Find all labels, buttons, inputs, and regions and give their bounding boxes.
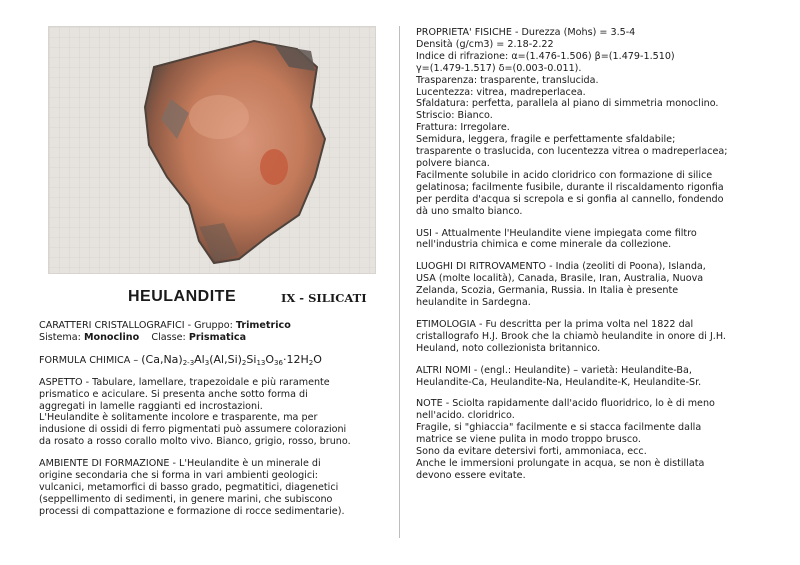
crystal-group: Trimetrico — [235, 320, 291, 331]
formula-line — [39, 354, 391, 367]
property-line: PROPRIETA' FISICHE - Durezza (Mohs) = 3.5-4 — [416, 27, 636, 38]
notes-line: Fragile, si "ghiaccia" facilmente e si stacca facilmente dalla — [416, 422, 702, 434]
environment-line: AMBIENTE DI FORMAZIONE - L'Heulandite è un minerale di — [39, 458, 321, 470]
notes-line: nell'acido. cloridrico. — [416, 410, 515, 422]
class-label: Classe: — [151, 331, 189, 343]
mineral-name: HEULANDITE — [128, 288, 237, 305]
crystallographic-section — [39, 320, 391, 344]
mineral-photo — [48, 26, 376, 274]
property-line: Striscio: Bianco. — [416, 110, 493, 122]
column-divider — [399, 26, 400, 538]
mineral-specimen-photo-icon — [49, 27, 375, 273]
property-line: gelatinosa; facilmente fusibile, durante il riscaldamento rigonfia — [416, 181, 724, 193]
crystal-system: Monoclino — [83, 331, 140, 343]
uses-line: nell'industria chimica e come minerale da collezione. — [416, 239, 672, 251]
locations-line: LUOGHI DI RITROVAMENTO - India (zeoliti di Poona), Islanda, — [416, 261, 706, 273]
locations-line: heulandite in Sardegna. — [416, 297, 531, 309]
mineral-class: IX - SILICATI — [281, 291, 367, 305]
etymology-section — [416, 319, 788, 355]
formula-part: O — [265, 352, 275, 366]
system-label: Sistema: — [39, 331, 84, 343]
notes-line: devono essere evitate. — [416, 469, 526, 481]
aspect-section — [39, 377, 391, 448]
property-line: trasparente o traslucida, con lucentezza vitrea o madreperlacea; — [416, 146, 728, 158]
other-names-section — [416, 365, 788, 389]
formula-part: Al — [194, 352, 205, 366]
aspect-line: indusione di ossidi di ferro pigmentati può assumere colorazioni — [39, 424, 347, 436]
aspect-line: aggregati in lamelle raggianti ed incrostazioni. — [39, 400, 263, 412]
formula-part: (Ca,Na) — [141, 352, 183, 366]
formula-sub: 2 — [241, 358, 247, 367]
etymology-line: Heuland, noto collezionista britannico. — [416, 342, 601, 354]
formula-sub: 3 — [204, 358, 210, 367]
formula-part: ·12H — [282, 352, 309, 366]
formula-part: O — [313, 352, 322, 366]
notes-line: Anche le immersioni prolungate in acqua, se non è distillata — [416, 458, 705, 469]
chemical-formula — [141, 353, 322, 366]
environment-line: (seppellimento di sedimenti, in genere marini, che subiscono — [39, 493, 333, 505]
aspect-line: L'Heulandite è solitamente incolore e trasparente, ma per — [39, 412, 318, 424]
locations-line: USA (molte località), Canada, Brasile, Iran, Australia, Nuova — [416, 273, 704, 285]
property-line: per perdita d'acqua si screpola e si gonfia al cannello, fondendo — [416, 193, 724, 205]
etymology-line: ETIMOLOGIA - Fu descritta per la prima volta nel 1822 dal — [416, 318, 694, 330]
uses-section — [416, 228, 788, 252]
crystallographic-prefix: CARATTERI CRISTALLOGRAFICI - Gruppo: — [39, 320, 236, 331]
property-line: Lucentezza: vitrea, madreperlacea. — [416, 86, 586, 98]
aspect-line: ASPETTO - Tabulare, lamellare, trapezoidale e più raramente — [39, 376, 330, 388]
formula-sub: 13 — [256, 358, 266, 367]
other-names-line: ALTRI NOMI - (engl.: Heulandite) – varietà: Heulandite-Ba, — [416, 364, 692, 376]
notes-line: matrice se viene pulita in modo troppo brusco. — [416, 434, 641, 446]
property-line: Semidura, leggera, fragile e perfettamente sfaldabile; — [416, 134, 676, 146]
notes-section — [416, 398, 788, 481]
left-column — [39, 320, 391, 528]
property-line: Densità (g/cm3) = 2.18-2.22 — [416, 38, 554, 50]
environment-line: processi di compattazione e formazione di rocce sedimentarie). — [39, 505, 345, 517]
other-names-line: Heulandite-Ca, Heulandite-Na, Heulandite-K, Heulandite-Sr. — [416, 376, 702, 388]
property-line: Indice di rifrazione: α=(1.476-1.506) β=(1.479-1.510) — [416, 50, 675, 62]
environment-line: vulcanici, metamorfici di basso grado, pegmatitici, diagenetici — [39, 481, 339, 493]
notes-line: NOTE - Sciolta rapidamente dall'acido fluoridrico, lo è di meno — [416, 398, 715, 410]
property-line: Facilmente solubile in acido cloridrico con formazione di silice — [416, 169, 713, 181]
property-line: polvere bianca. — [416, 157, 490, 169]
formula-sub: 2 — [308, 358, 314, 367]
crystal-class: Prismatica — [188, 331, 247, 343]
property-line: Frattura: Irregolare. — [416, 122, 510, 134]
crystallographic-line-2 — [39, 332, 391, 344]
physical-properties-section — [416, 27, 788, 218]
formula-sub: 2-3 — [182, 358, 195, 367]
formula-section — [39, 354, 391, 367]
crystallographic-line-1 — [39, 320, 391, 332]
aspect-line: da rosato a rosso corallo molto vivo. Bianco, grigio, rosso, bruno. — [39, 436, 351, 448]
locations-line: Zelanda, Scozia, Germania, Russia. In Italia è presente — [416, 285, 679, 297]
aspect-line: prismatico e aciculare. Si presenta anche sotto forma di — [39, 388, 308, 400]
uses-line: USI - Attualmente l'Heulandite viene impiegata come filtro — [416, 227, 697, 239]
right-column — [416, 27, 788, 492]
formula-sub: 36 — [274, 358, 283, 367]
formula-part: Si — [246, 352, 257, 366]
notes-line: Sono da evitare detersivi forti, ammoniaca, ecc. — [416, 446, 647, 458]
formula-part: (Al,Si) — [209, 352, 242, 366]
environment-section — [39, 458, 391, 518]
environment-line: origine secondaria che si forma in vari ambienti geologici: — [39, 470, 318, 482]
property-line: Sfaldatura: perfetta, parallela al piano di simmetria monoclino. — [416, 98, 719, 110]
property-line: γ=(1.479-1.517) δ=(0.003-0.011). — [416, 62, 582, 74]
property-line: Trasparenza: trasparente, translucida. — [416, 74, 599, 86]
formula-prefix: FORMULA CHIMICA – — [39, 354, 142, 366]
locations-section — [416, 261, 788, 309]
etymology-line: cristallografo H.J. Brook che la chiamò heulandite in onore di J.H. — [416, 330, 726, 342]
property-line: dà uno smalto bianco. — [416, 205, 523, 217]
